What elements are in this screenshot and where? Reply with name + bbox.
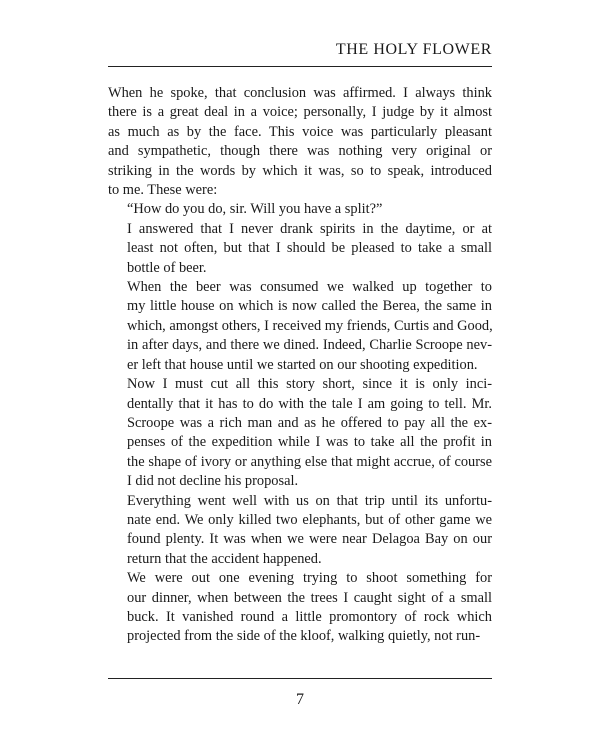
text-line: in after days, and there we dined. Indeed, Charlie Scroope nev- — [127, 337, 492, 354]
text-line: penses of the expedition while I was to take all the profit in — [127, 434, 492, 451]
paragraph — [108, 84, 492, 200]
text-line: I did not decline his proposal. — [127, 473, 299, 490]
text-line: striking in the words by which it was, so to speak, introduced — [108, 162, 492, 179]
text-line: projected from the side of the kloof, walking quietly, not run- — [127, 628, 481, 645]
text-line: Everything went well with us on that trip until its unfortu- — [127, 492, 492, 509]
text-line: dentally that it has to do with the tale I am going to tell. Mr. — [127, 395, 492, 412]
text-line: buck. It vanished round a little promontory of rock which — [127, 608, 492, 625]
paragraph — [108, 375, 492, 491]
footer-rule — [108, 678, 492, 679]
text-line: and sympathetic, though there was nothing very original or — [108, 143, 492, 160]
text-line: the shape of ivory or anything else that might accrue, of course — [127, 453, 492, 470]
paragraph — [108, 492, 492, 570]
text-line: nate end. We only killed two elephants, but of other game we — [127, 511, 492, 528]
text-line: our dinner, when between the trees I caught sight of a small — [127, 589, 492, 606]
text-line: least not often, but that I should be pleased to take a small — [127, 240, 492, 257]
text-line: which, amongst others, I received my friends, Curtis and Good, — [127, 317, 493, 334]
paragraph — [108, 200, 492, 219]
text-line: to me. These were: — [108, 182, 218, 199]
text-line: as much as by the face. This voice was particularly pleasant — [108, 123, 492, 140]
text-line: “How do you do, sir. Will you have a split?” — [127, 201, 383, 218]
text-line: When the beer was consumed we walked up together to — [127, 279, 492, 296]
text-line: er left that house until we started on our shooting expedition. — [127, 356, 478, 373]
header-rule — [108, 66, 492, 67]
text-line: I answered that I never drank spirits in the daytime, or at — [127, 220, 492, 237]
text-line: there is a great deal in a voice; personally, I judge by it almost — [108, 104, 492, 121]
text-line: Scroope was a rich man and as he offered to pay all the ex- — [127, 414, 492, 431]
text-line: my little house on which is now called the Berea, the same in — [127, 298, 492, 315]
page-number: 7 — [296, 691, 304, 708]
text-line: Now I must cut all this story short, since it is only inci- — [127, 376, 492, 393]
text-line: bottle of beer. — [127, 259, 207, 276]
running-title: THE HOLY FLOWER — [335, 41, 492, 58]
text-line: return that the accident happened. — [127, 550, 322, 567]
paragraph — [108, 569, 492, 647]
text-line: found plenty. It was when we were near Delagoa Bay on our — [127, 531, 492, 548]
paragraph — [108, 278, 492, 375]
body-text — [108, 84, 492, 647]
paragraph — [108, 220, 492, 278]
text-line: We were out one evening trying to shoot something for — [127, 570, 492, 587]
text-line: When he spoke, that conclusion was affirmed. I always think — [108, 85, 492, 101]
